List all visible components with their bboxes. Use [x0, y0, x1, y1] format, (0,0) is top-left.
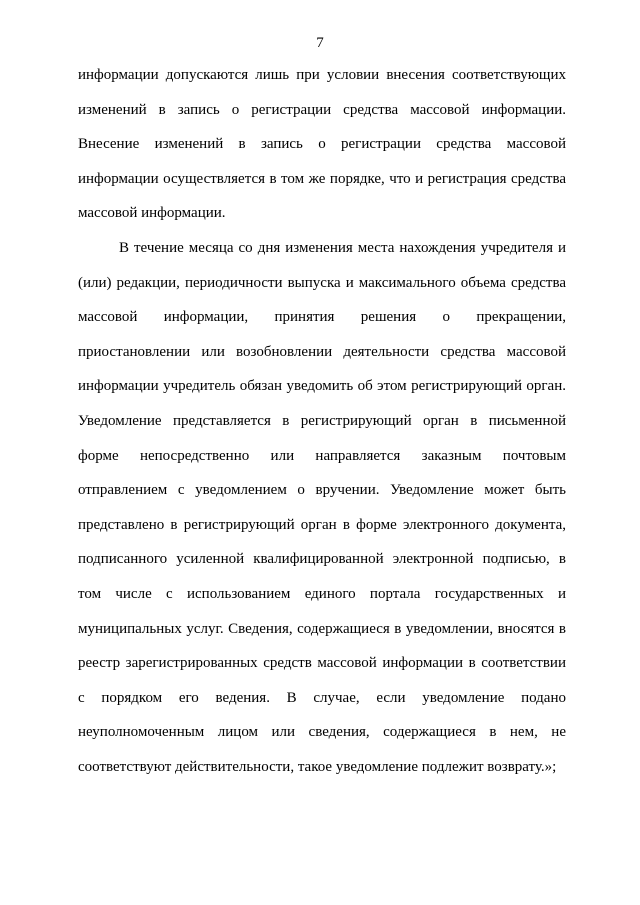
text-line: информации учредитель обязан уведомить об этом регистрирующий орган.	[78, 378, 566, 395]
text-line: том числе с использованием единого портала государственных и	[78, 585, 566, 602]
text-line: реестр зарегистрированных средств массовой информации в соответствии	[78, 655, 566, 672]
body-text	[78, 58, 566, 784]
text-line: информации осуществляется в том же порядке, что и регистрация средства	[78, 170, 566, 187]
text-line: подписанного усиленной квалифицированной электронной подписью, в	[78, 551, 566, 568]
text-line: муниципальных услуг. Сведения, содержащиеся в уведомлении, вносятся в	[78, 620, 566, 637]
text-line: с порядком его ведения. В случае, если уведомление подано	[78, 689, 566, 706]
paragraph-2	[78, 231, 566, 785]
text-line: Уведомление представляется в регистрирующий орган в письменной	[78, 412, 566, 429]
page-number: 7	[316, 35, 324, 51]
text-line: неуполномоченным лицом или сведения, содержащиеся в нем, не	[78, 724, 566, 741]
text-line: массовой информации.	[78, 205, 226, 222]
text-line: В течение месяца со дня изменения места нахождения учредителя и	[119, 239, 566, 256]
text-line: изменений в запись о регистрации средства массовой информации.	[78, 101, 566, 118]
text-line: (или) редакции, периодичности выпуска и максимального объема средства	[78, 274, 566, 291]
text-line: отправлением с уведомлением о вручении. Уведомление может быть	[78, 482, 566, 499]
text-line: Внесение изменений в запись о регистрации средства массовой	[78, 136, 566, 153]
text-line: приостановлении или возобновлении деятельности средства массовой	[78, 343, 566, 360]
paragraph-1	[78, 58, 566, 231]
text-line: соответствуют действительности, такое уведомление подлежит возврату.»;	[78, 758, 557, 775]
text-line: представлено в регистрирующий орган в форме электронного документа,	[78, 516, 566, 533]
text-line: форме непосредственно или направляется заказным почтовым	[78, 447, 566, 464]
text-line: информации допускаются лишь при условии внесения соответствующих	[78, 67, 566, 83]
text-line: массовой информации, принятия решения о прекращении,	[78, 309, 566, 326]
